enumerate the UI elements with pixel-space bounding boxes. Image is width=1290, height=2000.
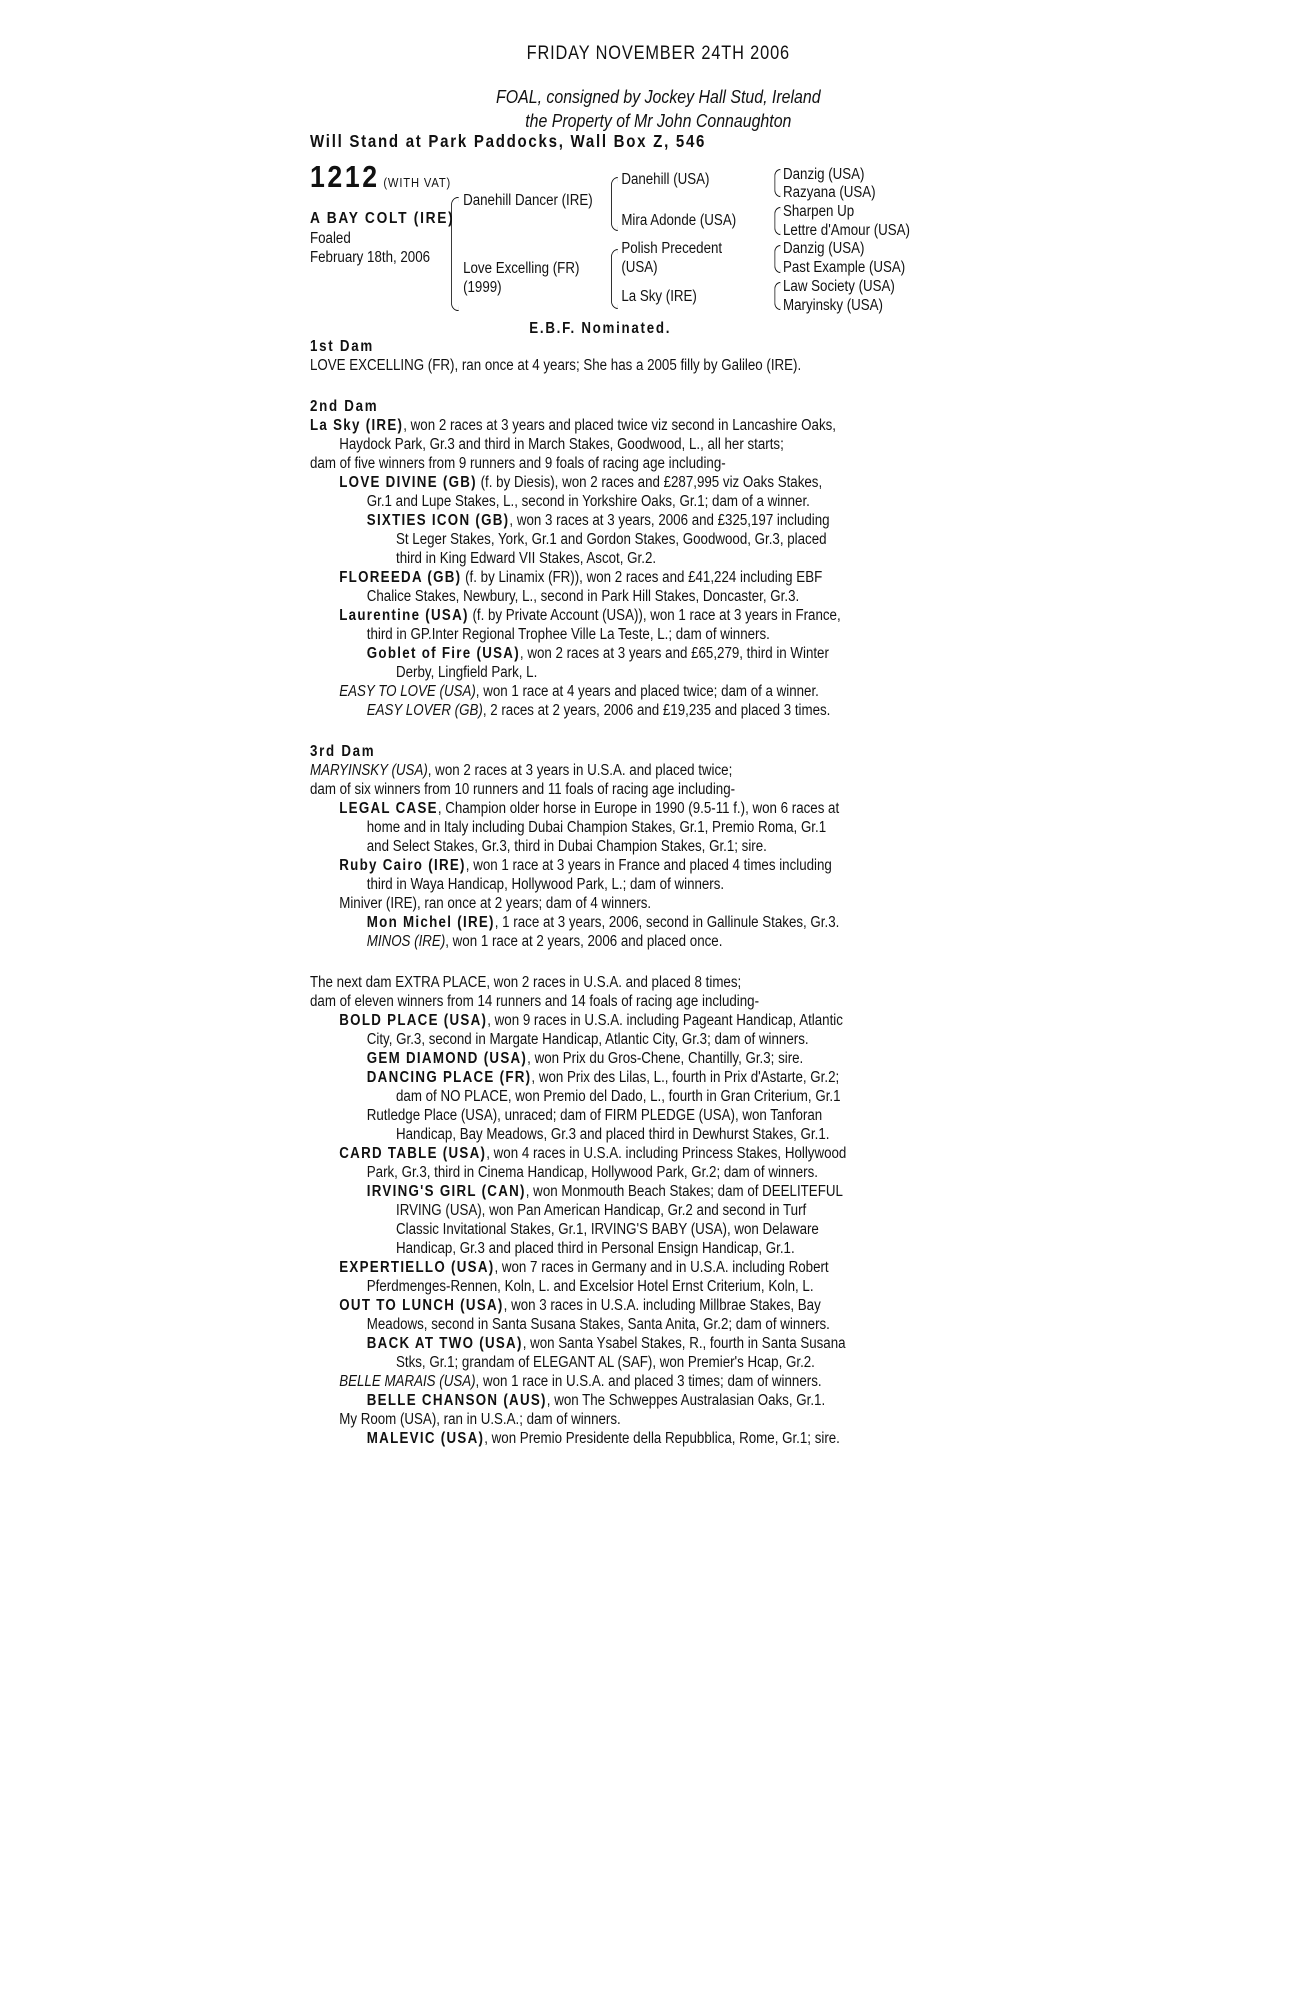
text-line (310, 549, 912, 568)
horse-name: Laurentine (USA) (339, 607, 469, 624)
line-text: , 2 races at 2 years, 2006 and £19,235 and placed 3 times. (482, 702, 831, 719)
line-text: dam of five winners from 9 runners and 9 foals of racing age including- (310, 455, 726, 472)
text-line (310, 1353, 912, 1372)
lot-number: 1212 (310, 159, 380, 194)
line-text: , won 4 races in U.S.A. including Princess Stakes, Hollywood (486, 1145, 847, 1162)
pedigree-sdd: Lettre d'Amour (USA) (783, 222, 911, 239)
text-line (310, 1239, 912, 1258)
next-dam-section (310, 973, 912, 1448)
text-line (310, 856, 912, 875)
line-text: , won 2 races at 3 years in U.S.A. and placed twice; (427, 762, 733, 779)
text-line (310, 1372, 912, 1391)
line-text: home and in Italy including Dubai Champion Stakes, Gr.1, Premio Roma, Gr.1 (366, 819, 827, 836)
first-dam-heading: 1st Dam (310, 338, 374, 355)
line-text: , won 9 races in U.S.A. including Pageant Handicap, Atlantic (487, 1012, 843, 1029)
horse-name: MARYINSKY (USA) (310, 762, 428, 779)
text-line (310, 587, 912, 606)
horse-name: EXPERTIELLO (USA) (339, 1259, 495, 1276)
horse-name: IRVING'S GIRL (CAN) (366, 1183, 526, 1200)
text-line (310, 894, 912, 913)
pedigree-ds-country: (USA) (621, 259, 658, 276)
pedigree-dam: Love Excelling (FR) (463, 260, 580, 277)
pedigree-dss: Danzig (USA) (783, 240, 865, 257)
line-text: My Room (USA), ran in U.S.A.; dam of winners. (339, 1411, 621, 1428)
sale-date: FRIDAY NOVEMBER 24TH 2006 (526, 43, 790, 64)
line-text: , won Premio Presidente della Repubblica, Rome, Gr.1; sire. (484, 1430, 840, 1447)
stand-location: Will Stand at Park Paddocks, Wall Box Z, 546 (310, 131, 707, 151)
text-line (310, 454, 912, 473)
horse-name: BELLE CHANSON (AUS) (366, 1392, 547, 1409)
pedigree-ss: Danehill (USA) (621, 171, 710, 188)
horse-name: DANCING PLACE (FR) (366, 1069, 532, 1086)
text-line (310, 932, 912, 951)
horse-name: Mon Michel (IRE) (366, 914, 495, 931)
ebf-note: E.B.F. Nominated. (529, 320, 672, 337)
text-line (310, 761, 912, 780)
line-text: , won The Schweppes Australasian Oaks, Gr.1. (546, 1392, 826, 1409)
line-text: The next dam EXTRA PLACE, won 2 races in U.S.A. and placed 8 times; (310, 974, 742, 991)
line-text: Handicap, Gr.3 and placed third in Personal Ensign Handicap, Gr.1. (396, 1240, 795, 1257)
text-line (310, 1410, 912, 1429)
line-text: , won 2 races at 3 years and £65,279, third in Winter (519, 645, 829, 662)
text-line (310, 1315, 912, 1334)
first-dam-section (310, 337, 912, 375)
text-line (310, 1429, 912, 1448)
text-line (310, 530, 912, 549)
horse-name: La Sky (IRE) (310, 417, 404, 434)
pedigree-table (310, 159, 1050, 337)
text-line (310, 1201, 912, 1220)
line-text: Derby, Lingfield Park, L. (396, 664, 538, 681)
text-line (310, 492, 912, 511)
horse-name: BELLE MARAIS (USA) (339, 1373, 476, 1390)
line-text: , won Santa Ysabel Stakes, R., fourth in Santa Susana (522, 1335, 846, 1352)
line-text: , won 3 races in U.S.A. including Millbrae Stakes, Bay (503, 1297, 821, 1314)
text-line (310, 875, 912, 894)
horse-name: BACK AT TWO (USA) (366, 1335, 523, 1352)
second-dam-lines (310, 416, 912, 720)
text-line (310, 799, 912, 818)
text-line (310, 1220, 912, 1239)
third-dam-heading: 3rd Dam (310, 743, 376, 760)
text-line (310, 625, 912, 644)
horse-name: CARD TABLE (USA) (339, 1145, 487, 1162)
text-line (310, 511, 912, 530)
third-dam-lines (310, 761, 912, 951)
pedigree-sss: Danzig (USA) (783, 166, 865, 183)
text-line (310, 780, 912, 799)
text-line (310, 1296, 912, 1315)
text-line (310, 1277, 912, 1296)
second-dam-heading: 2nd Dam (310, 398, 379, 415)
line-text: Park, Gr.3, third in Cinema Handicap, Hollywood Park, Gr.2; dam of winners. (366, 1164, 818, 1181)
line-text: , won 1 race at 4 years and placed twice; dam of a winner. (475, 683, 819, 700)
line-text: , won 7 races in Germany and in U.S.A. including Robert (494, 1259, 829, 1276)
text-line (310, 973, 912, 992)
line-text: Rutledge Place (USA), unraced; dam of FIRM PLEDGE (USA), won Tanforan (366, 1107, 823, 1124)
property-line: the Property of Mr John Connaughton (525, 110, 792, 131)
text-line (310, 1334, 912, 1353)
lot-description: A BAY COLT (IRE) (310, 210, 455, 227)
line-text: (f. by Diesis), won 2 races and £287,995 viz Oaks Stakes, (476, 474, 823, 491)
text-line (310, 663, 912, 682)
line-text: dam of NO PLACE, won Premio del Dado, L., fourth in Gran Criterium, Gr.1 (396, 1088, 841, 1105)
line-text: , won 2 races at 3 years and placed twice viz second in Lancashire Oaks, (403, 417, 836, 434)
vat-note: (WITH VAT) (383, 175, 452, 190)
foaled-label: Foaled (310, 230, 351, 247)
second-dam-section (310, 397, 912, 720)
text-line (310, 1068, 912, 1087)
text-line (310, 435, 912, 454)
horse-name: BOLD PLACE (USA) (339, 1012, 488, 1029)
text-line (310, 1182, 912, 1201)
line-text: Chalice Stakes, Newbury, L., second in Park Hill Stakes, Doncaster, Gr.3. (366, 588, 800, 605)
line-text: , won 1 race at 2 years, 2006 and placed once. (445, 933, 723, 950)
line-text: third in Waya Handicap, Hollywood Park, L.; dam of winners. (366, 876, 725, 893)
foaled-date: February 18th, 2006 (310, 249, 431, 266)
brace-sd (774, 207, 780, 235)
text-line (310, 818, 912, 837)
brace-gen1 (451, 197, 459, 311)
line-text: dam of six winners from 10 runners and 11 foals of racing age including- (310, 781, 736, 798)
horse-name: FLOREEDA (GB) (339, 569, 462, 586)
text-line (310, 1106, 912, 1125)
pedigree-dd: La Sky (IRE) (621, 288, 697, 305)
line-text: Meadows, second in Santa Susana Stakes, Santa Anita, Gr.2; dam of winners. (366, 1316, 830, 1333)
horse-name: LEGAL CASE (339, 800, 438, 817)
line-text: Handicap, Bay Meadows, Gr.3 and placed third in Dewhurst Stakes, Gr.1. (396, 1126, 830, 1143)
line-text: Miniver (IRE), ran once at 2 years; dam of 4 winners. (339, 895, 652, 912)
text-line (310, 1144, 912, 1163)
pedigree-sds: Sharpen Up (783, 203, 855, 220)
line-text: , won Prix du Gros-Chene, Chantilly, Gr.3; sire. (527, 1050, 804, 1067)
line-text: Stks, Gr.1; grandam of ELEGANT AL (SAF), won Premier's Hcap, Gr.2. (396, 1354, 815, 1371)
catalogue-page (310, 44, 912, 1448)
line-text: , won Monmouth Beach Stakes; dam of DEELITEFUL (525, 1183, 843, 1200)
text-line (310, 1030, 912, 1049)
line-text: (f. by Private Account (USA)), won 1 race at 3 years in France, (468, 607, 841, 624)
lot-number-block (310, 159, 452, 194)
text-line (310, 1125, 912, 1144)
line-text: Pferdmenges-Rennen, Koln, L. and Excelsior Hotel Ernst Criterium, Koln, L. (366, 1278, 814, 1295)
line-text: Haydock Park, Gr.3 and third in March Stakes, Goodwood, L., all her starts; (339, 436, 784, 453)
horse-name: Ruby Cairo (IRE) (339, 857, 466, 874)
pedigree-dam-year: (1999) (463, 279, 502, 296)
pedigree-dds: Law Society (USA) (783, 278, 895, 295)
pedigree-dsd: Past Example (USA) (783, 259, 906, 276)
text-line (310, 644, 912, 663)
horse-name: OUT TO LUNCH (USA) (339, 1297, 504, 1314)
line-text: third in King Edward VII Stakes, Ascot, Gr.2. (396, 550, 657, 567)
line-text: , won 1 race at 3 years in France and placed 4 times including (465, 857, 832, 874)
text-line (310, 837, 912, 856)
line-text: and Select Stakes, Gr.3, third in Dubai Champion Stakes, Gr.1; sire. (366, 838, 767, 855)
horse-name: LOVE DIVINE (GB) (339, 474, 477, 491)
line-text: City, Gr.3, second in Margate Handicap, Atlantic City, Gr.3; dam of winners. (366, 1031, 809, 1048)
pedigree-ssd: Razyana (USA) (783, 184, 876, 201)
line-text: , Champion older horse in Europe in 1990 (9.5-11 f.), won 6 races at (437, 800, 840, 817)
text-line (310, 992, 912, 1011)
text-line (310, 1163, 912, 1182)
line-text: Classic Invitational Stakes, Gr.1, IRVING'S BABY (USA), won Delaware (396, 1221, 819, 1238)
text-line (310, 1011, 912, 1030)
text-line (310, 701, 912, 720)
horse-name: SIXTIES ICON (GB) (366, 512, 510, 529)
line-text: Gr.1 and Lupe Stakes, L., second in Yorkshire Oaks, Gr.1; dam of a winner. (366, 493, 810, 510)
horse-name: EASY LOVER (GB) (366, 702, 483, 719)
text-line (310, 606, 912, 625)
pedigree-ddd: Maryinsky (USA) (783, 297, 883, 314)
text-line (310, 1391, 912, 1410)
text-line (310, 1049, 912, 1068)
text-line (310, 568, 912, 587)
next-dam-lines (310, 973, 912, 1448)
line-text: , won 3 races at 3 years, 2006 and £325,197 including (509, 512, 830, 529)
brace-ds (774, 245, 780, 273)
line-text: , won 1 race in U.S.A. and placed 3 times; dam of winners. (475, 1373, 822, 1390)
horse-name: EASY TO LOVE (USA) (339, 683, 476, 700)
brace-ss (774, 169, 780, 197)
pedigree-ds: Polish Precedent (621, 240, 723, 257)
horse-name: GEM DIAMOND (USA) (366, 1050, 528, 1067)
pedigree-sd: Mira Adonde (USA) (621, 212, 737, 229)
line-text: third in GP.Inter Regional Trophee Ville La Teste, L.; dam of winners. (366, 626, 770, 643)
text-line (310, 1258, 912, 1277)
line-text: , 1 race at 3 years, 2006, second in Gallinule Stakes, Gr.3. (494, 914, 840, 931)
brace-sire (611, 177, 618, 231)
text-line (310, 473, 912, 492)
horse-name: MINOS (IRE) (366, 933, 446, 950)
horse-name: Goblet of Fire (USA) (366, 645, 520, 662)
line-text: dam of eleven winners from 14 runners and 14 foals of racing age including- (310, 993, 760, 1010)
brace-dam (611, 249, 618, 309)
consignor-line: FOAL, consigned by Jockey Hall Stud, Ireland (496, 86, 821, 107)
text-line (310, 913, 912, 932)
line-text: (f. by Linamix (FR)), won 2 races and £41,224 including EBF (461, 569, 823, 586)
text-line (310, 1087, 912, 1106)
text-line (310, 416, 912, 435)
third-dam-section (310, 742, 912, 951)
brace-dd (774, 282, 780, 310)
line-text: IRVING (USA), won Pan American Handicap, Gr.2 and second in Turf (396, 1202, 807, 1219)
line-text: , won Prix des Lilas, L., fourth in Prix d'Astarte, Gr.2; (531, 1069, 840, 1086)
pedigree-sire: Danehill Dancer (IRE) (463, 192, 593, 209)
first-dam-text: LOVE EXCELLING (FR), ran once at 4 years; She has a 2005 filly by Galileo (IRE). (310, 357, 802, 374)
text-line (310, 682, 912, 701)
horse-name: MALEVIC (USA) (366, 1430, 485, 1447)
line-text: St Leger Stakes, York, Gr.1 and Gordon Stakes, Goodwood, Gr.3, placed (396, 531, 827, 548)
